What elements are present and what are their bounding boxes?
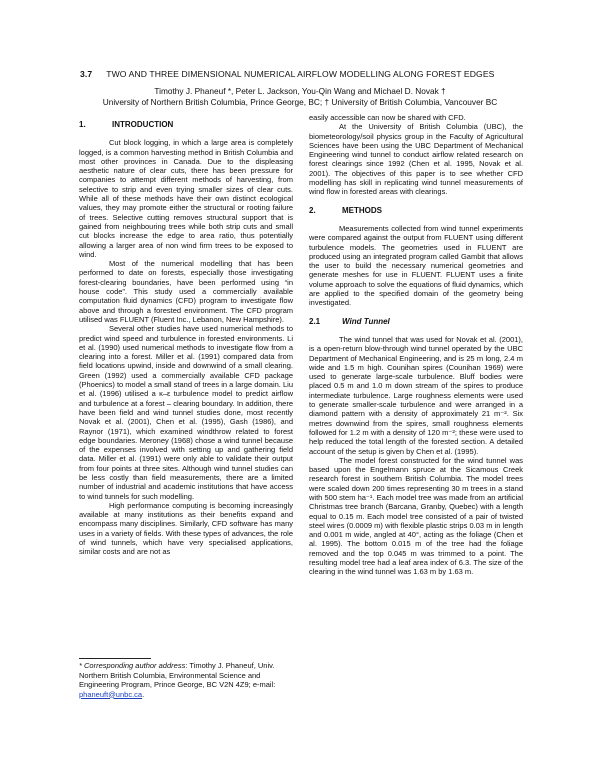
subsection-title: Wind Tunnel — [342, 316, 390, 326]
intro-paragraph-4: High performance computing is becoming increasingly available at many institutions as their benefits expand and encompass many disciplines. Similarly, CFD software has many uses in a variety of fields. With these types of advances, the role of wind tunnels, which have very specialised applications, similar costs and are not as — [79, 500, 293, 557]
subsection-number: 2.1 — [309, 316, 321, 326]
author-block — [0, 86, 600, 108]
paper-number: 3.7 — [80, 69, 93, 79]
intro-paragraph-3: Several other studies have used numerical methods to predict wind speed and turbulence in forested environments. Li et al. (1990) used numerical methods to investigate flow from a clearing into a forest. Miller et al. (1991) compared data from field locations upwind, inside and downwind of a small clearing. Green (1992) used a commercially available CFD package (Phoenics) to model a small stand of trees in a large domain. Liu et al. (1996) utilised a κ–ε turbulence model to predict airflow and turbulence at a forest – clearing boundary. In addition, there have been field and wind tunnel studies done, most recently Novak et al. (2001), Chen et al. (1995), Gash (1986), and Raynor (1971), which examined windthrow related to forest edge boundaries. Meroney (1968) chose a wind tunnel because of the expenses involved with setting up and gathering field data. Miller et al. (1991) were only able to validate their output from four points at three sites. Although wind tunnel studies can be less costly than field measurements, there are a limited number of industrial and academic institutions that have access to wind tunnels for such modelling. — [79, 324, 293, 501]
intro-paragraph-1: Cut block logging, in which a large area is completely logged, is a common harvesting method in British Columbia and most other provinces in Canada. Due to the displeasing aesthetic nature of clear cuts, there has been pressure for companies to attempt different methods of harvesting, from selective to strip and even trying smaller sizes of clear cuts. While all of these methods have their own distinct ecological values, they may promote either the structural or rooting failure of trees. Selective cutting removes structural support that is gained from neighbouring trees while both strip cuts and small cut blocks increase the edge to area ratio, thus potentially allowing a larger area of non wind firm trees to be exposed to wind. — [79, 138, 293, 259]
email-link[interactable]: phaneuft@unbc.ca — [79, 689, 143, 699]
left-column — [79, 120, 293, 557]
section-title: METHODS — [342, 205, 382, 215]
paper-title-text: TWO AND THREE DIMENSIONAL NUMERICAL AIRFLOW MODELLING ALONG FOREST EDGES — [106, 69, 495, 79]
subsection-heading-wind-tunnel — [309, 317, 523, 326]
intro-paragraph-4-continued: easily accessible can now be shared with CFD. — [309, 113, 466, 122]
footnote-text: : Timothy J. Phaneuf, Univ. Northern British Columbia, Environmental Science and Engineering Program, Prince George, BC V2N 4Z9; e-mail: — [79, 661, 276, 689]
intro-paragraph-5: At the University of British Columbia (UBC), the biometeorology/soil physics group in the Faculty of Agricultural Sciences have been using the UBC Department of Mechanical Engineering wind tunnel to conduct airflow related research on forest clearings since 1992 (Chen et al. 1995, Novak et al. 2001). The objectives of this paper is to see whether CFD modelling has skill in replicating wind tunnel measurements of wind flow in forested areas with clearings. — [309, 122, 523, 197]
footnote-end: . — [142, 689, 145, 699]
wind-tunnel-paragraph-2: The model forest constructed for the wind tunnel was based upon the Engelmann spruce at the Sicamous Creek research forest in southern British Columbia. The model trees were scaled down 200 times representing 30 m trees in a stand with 500 stem ha⁻¹. Each model tree was made from an artificial Christmas tree branch (Barcana, Granby, Quebec) with a length equal to 0.15 m. Each model tree consisted of a pair of twisted steel wires (0.0009 m) with flexible plastic strips 0.03 m in length and 0.001 m wide, angled at 40°, acting as the foliage (Chen et al. 1995). The bottom 0.015 m of the tree had the foliage removed and the top 0.045 m was trimmed to a point. The resulting model tree had a leaf area index of 6.3. The size of the clearing in the wind tunnel was 1.63 m by 1.63 m. — [309, 455, 523, 577]
footnote-divider — [79, 658, 151, 659]
intro-paragraph-2: Most of the numerical modelling that has been performed to date on forests, especially those investigating forest-clearing boundaries, have been performed using “in house code”. This study used a commercially available computation fluid dynamics (CFD) program to investigate flow above and through a forested environment. The CFD program utilised was FLUENT (Fluent Inc., Lebanon, New Hampshire). — [79, 259, 293, 324]
footnote-label: * Corresponding author address — [79, 661, 186, 670]
author-list: Timothy J. Phaneuf *, Peter L. Jackson, You-Qin Wang and Michael D. Novak † — [154, 86, 446, 96]
section-number: 1. — [79, 120, 86, 129]
affiliation-list: University of Northern British Columbia, Prince George, BC; † University of British Columbia, Vancouver BC — [102, 97, 498, 107]
wind-tunnel-paragraph-1: The wind tunnel that was used for Novak et al. (2001), is a open-return blow-through wind tunnel operated by the UBC Department of Mechanical Engineering, and is 25 m long, 2.4 m wide and 1.5 m high. Counihan spires (Counihan 1969) were used to generate large-scale turbulence. Bluff bodies were placed 0.5 m and 1.0 m down stream of the spires to produce intermediate turbulence. Large roughness elements were used to generate smaller-scale turbulence and were arranged in a diamond pattern with a density of approximately 21 m⁻². Six metres downwind from the spires, small roughness elements followed for 1.2 m with a density of 120 m⁻²; these were used to help reduced the total length of the forested section. A detailed account of the setup is given by Chen et al. (1995). — [309, 334, 523, 456]
section-heading-methods — [309, 206, 523, 215]
section-heading-introduction — [79, 120, 293, 129]
footnote — [79, 661, 295, 699]
section-number: 2. — [309, 205, 316, 215]
paper-title — [80, 69, 560, 79]
methods-paragraph-1: Measurements collected from wind tunnel experiments were compared against the output from FLUENT using different turbulence models. The geometries used in FLUENT are produced using an integrated program called Gambit that allows the user to build the necessary numerical geometries and generate meshes for use in FLUENT. FLUENT uses a finite volume approach to solve the equations of fluid dynamics, which are applied to the specified domain of the geometry being investigated. — [309, 223, 523, 308]
section-title: INTRODUCTION — [112, 120, 174, 129]
right-column — [309, 113, 523, 577]
